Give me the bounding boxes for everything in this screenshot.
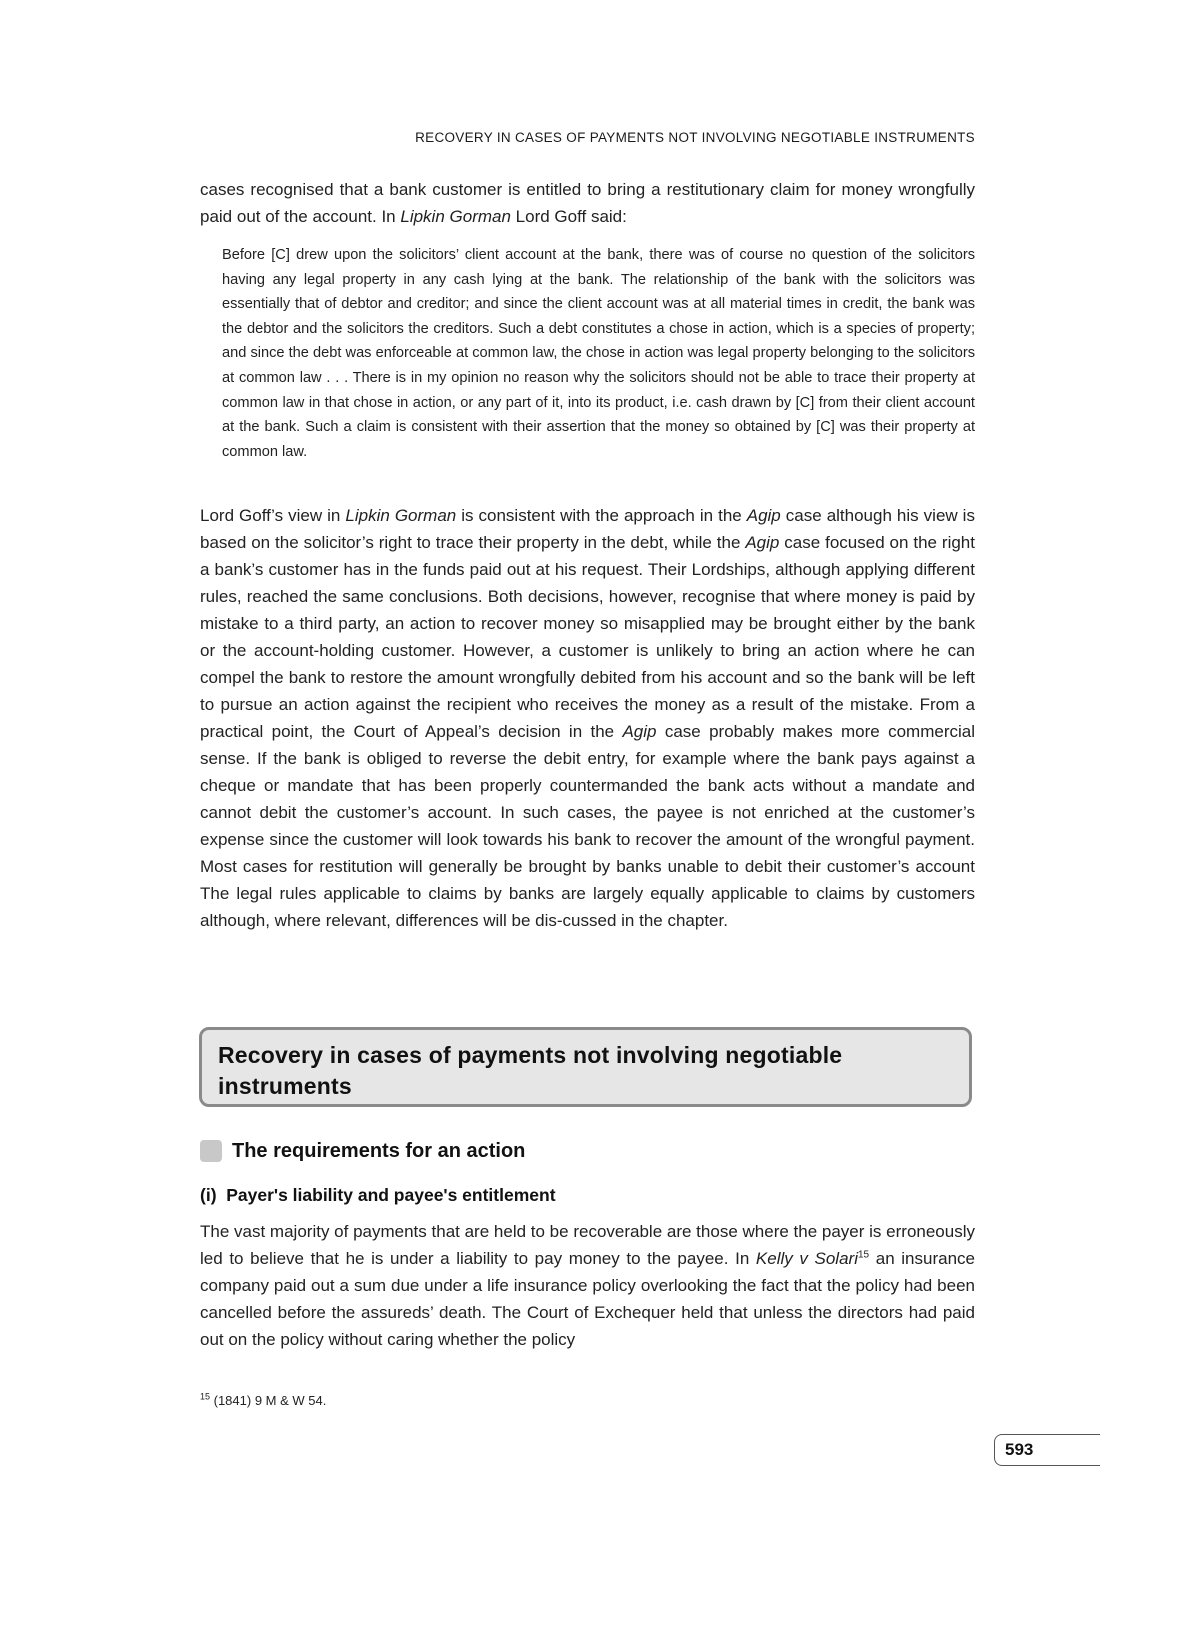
footnote-text: (1841) 9 M & W 54.: [210, 1393, 327, 1408]
paragraph-intro: cases recognised that a bank customer is entitled to bring a restitutionary claim for money wrongfully paid out of the account. In Lipkin Gorman Lord Goff said:: [200, 180, 975, 226]
page-number-tab: [994, 1434, 1100, 1466]
case-name: Agip: [746, 506, 781, 525]
case-name: Kelly v Solari: [755, 1249, 858, 1268]
section-title: Recovery in cases of payments not involving negotiable instruments: [218, 1042, 843, 1099]
case-name: Agip: [622, 722, 657, 741]
heading-marker-icon: [200, 1140, 222, 1162]
section-heading-box: [199, 1027, 972, 1107]
case-name: Lipkin Gorman: [400, 207, 511, 226]
case-name: Agip: [745, 533, 780, 552]
case-name: Lipkin Gorman: [345, 506, 457, 525]
footnote: [200, 1393, 326, 1408]
footnote-marker: 15: [857, 1249, 870, 1261]
footnote-number: 15: [200, 1391, 211, 1402]
sub-subheading: (i) Payer's liability and payee's entitlement: [200, 1185, 556, 1205]
page-number: 593: [1005, 1440, 1034, 1459]
running-head: RECOVERY IN CASES OF PAYMENTS NOT INVOLVING NEGOTIABLE INSTRUMENTS: [415, 130, 975, 145]
block-quote: Before [C] drew upon the solicitors’ client account at the bank, there was of course no question of the solicitors having any legal property in any cash lying at the bank. The relationship of the bank with the solicitors was essentially that of debtor and creditor; and since the client account was at all material times in credit, the bank was the debtor and the solicitors the creditors. Such a debt constitutes a chose in action, which is a species of property; and since the debt was enforceable at common law, the chose in action was legal property belonging to the solicitors at common law . . . There is in my opinion no reason why the solicitors should not be able to trace their property at common law in that chose in action, or any part of it, into its product, i.e. cash drawn by [C] from their client account at the bank. Such a claim is consistent with their assertion that the money so obtained by [C] was their property at common law.: [222, 247, 975, 460]
subheading-text: The requirements for an action: [232, 1139, 526, 1162]
subheading: [200, 1136, 525, 1166]
paragraph-requirements: The vast majority of payments that are held to be recoverable are those where the payer is erroneously led to believe that he is under a liability to pay money to the payee. In Kelly v Solari$^{15}$ an insurance company paid out a sum due under a life insurance policy overlooking the fact that the policy had been cancelled before the assureds’ death. The Court of Exchequer held that unless the directors had paid out on the policy without caring whether the policy: [200, 1222, 975, 1349]
paragraph-analysis: Lord Goff’s view in Lipkin Gorman is consistent with the approach in the Agip case although his view is based on the solicitor’s right to trace their property in the debt, while the Agip case focused on the right a bank’s customer has in the funds paid out at his request. Their Lordships, although applying different rules, reached the same conclusions. Both decisions, however, recognise that where money is paid by mistake to a third party, an action to recover money so misapplied may be brought either by the bank or the account-holding customer. However, a customer is unlikely to bring an action where he can compel the bank to restore the amount wrongfully debited from his account and so the bank will be left to pursue an action against the recipient who receives the money as a result of the mistake. From a practical point, the Court of Appeal’s decision in the Agip case probably makes more commercial sense. If the bank is obliged to reverse the debit entry, for example where the bank pays against a cheque or mandate that has been properly countermanded the bank acts without a mandate and cannot debit the customer’s account. In such cases, the payee is not enriched at the customer’s expense since the customer will look towards his bank to recover the amount of the wrongful payment. Most cases for restitution will generally be brought by banks unable to debit their customer’s account The legal rules applicable to claims by banks are largely equally applicable to claims by customers although, where relevant, differences will be dis-cussed in the chapter.: [200, 506, 975, 930]
